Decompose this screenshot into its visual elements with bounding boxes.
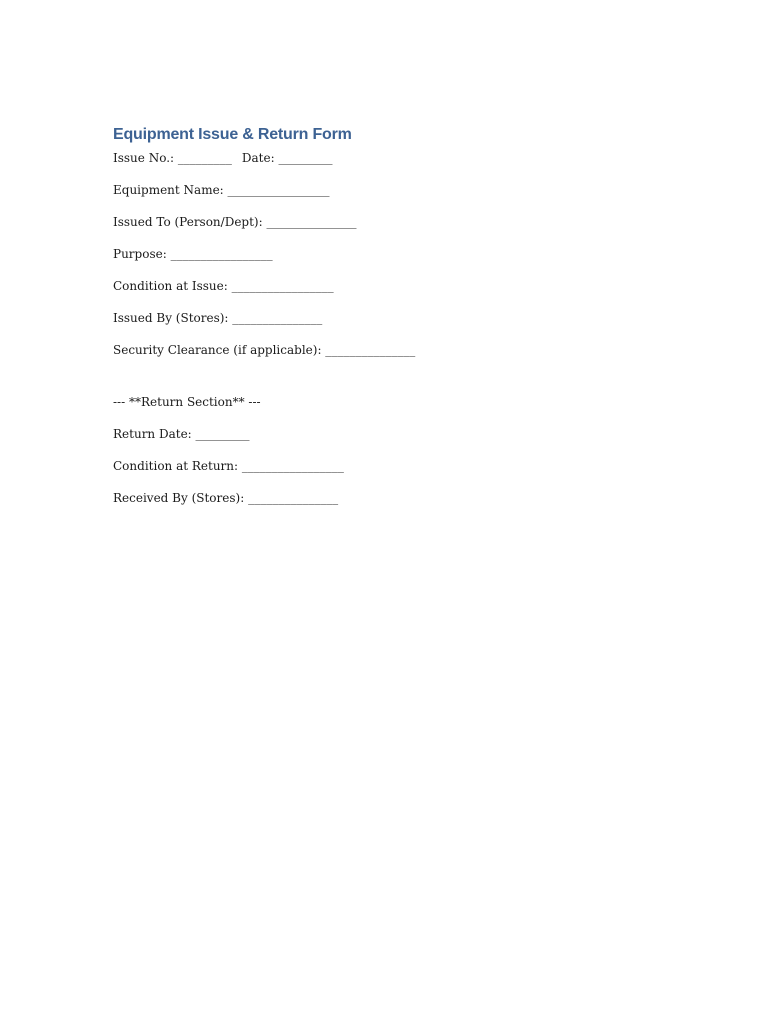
issue-no-field: Issue No.: _________ (113, 151, 232, 165)
security-clearance-field: Security Clearance (if applicable): _______________ (113, 343, 416, 357)
issued-by-field: Issued By (Stores): _______________ (113, 311, 323, 325)
return-date-field: Return Date: _________ (113, 427, 250, 441)
issue-date-line (113, 150, 332, 166)
issued-to-field: Issued To (Person/Dept): _______________ (113, 215, 357, 229)
condition-at-issue-field: Condition at Issue: _________________ (113, 279, 334, 293)
equipment-name-field: Equipment Name: _________________ (113, 183, 330, 197)
condition-at-return-field: Condition at Return: _________________ (113, 459, 344, 473)
purpose-field: Purpose: _________________ (113, 247, 273, 261)
return-section-heading: --- **Return Section** --- (113, 395, 261, 409)
form-content (113, 124, 673, 505)
date-field: Date: _________ (241, 151, 333, 165)
form-title: Equipment Issue & Return Form (113, 126, 352, 143)
received-by-field: Received By (Stores): _______________ (113, 491, 339, 505)
